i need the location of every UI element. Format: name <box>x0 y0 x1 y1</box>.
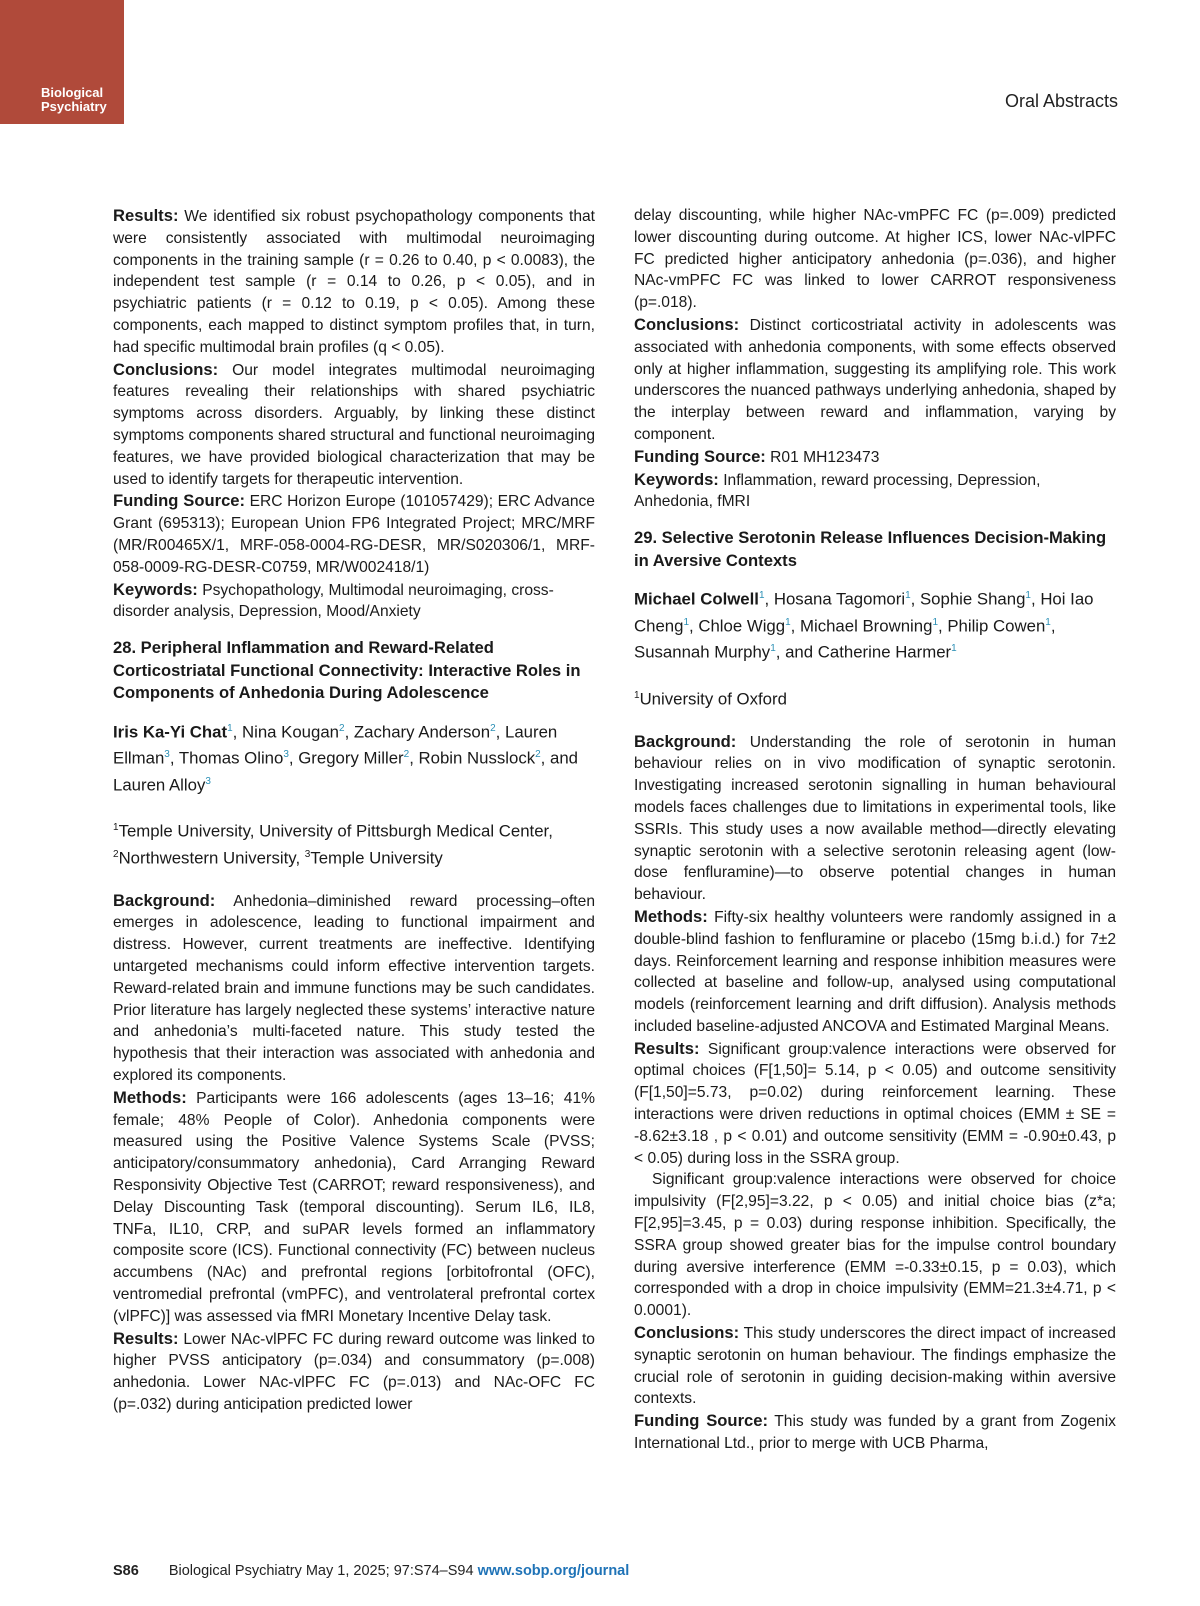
author-name: Catherine Harmer <box>817 642 952 662</box>
author-affiliation-marker: 1 <box>758 590 765 602</box>
affiliation-marker: 2 <box>113 849 119 861</box>
author-name: Susannah Murphy <box>634 642 771 662</box>
affiliation-name: Northwestern University <box>118 848 296 868</box>
affiliation-marker: 1 <box>634 689 640 701</box>
journal-logo <box>0 0 124 124</box>
author-affiliation-marker: 3 <box>164 749 170 761</box>
keywords-paragraph: Keywords: Psychopathology, Multimodal neuroimaging, cross-disorder analysis, Depression, Mood/Anxiety <box>113 579 554 621</box>
abstract-29-background: Background: Understanding the role of serotonin in human behaviour relies on in vivo modification of synaptic serotonin. Investigating increased serotonin signalling in human behavioural models faces challenges due to limitations in experimental tools, like SSRIs. This study uses a now available method—directly elevating synaptic serotonin with a selective serotonin releasing agent (low-dose fenfluramine)—to observe potential changes in human behaviour. <box>634 731 1116 904</box>
affiliation-marker: 3 <box>304 849 311 861</box>
author-affiliation-marker: 2 <box>490 722 496 734</box>
author-affiliation-marker: 1 <box>683 616 690 628</box>
abstract-29-authors: Michael Colwell$^1$, Hosana Tagomori$^1$, Sophie Shang$^1$, Hoi Iao Cheng$^1$, Chloe Wigg$^1$, Michael Browning$^1$, Philip Cowen$^1$, Susannah Murphy$^1$, and Catherine Harmer$^1$ <box>634 589 1094 662</box>
results-paragraph: Results: We identified six robust psychopathology components that were consistently associated with multimodal neuroimaging components in the training sample (r = 0.26 to 0.40, p < 0.0083), the independent test sample (r = 0.14 to 0.26, p < 0.05), and in psychiatric patients (r = 0.12 to 0.19, p < 0.05). Among these components, each mapped to distinct symptom profiles that, in turn, had specific multimodal brain profiles (q < 0.05). <box>113 206 596 356</box>
abstract-29-title: 29. Selective Serotonin Release Influences Decision-Making in Aversive Contexts <box>634 528 1107 570</box>
abstract-28-authors: Iris Ka-Yi Chat$^1$, Nina Kougan$^2$, Zachary Anderson$^2$, Lauren Ellman$^3$, Thomas Olino$^3$, Gregory Miller$^2$, Robin Nusslock$^2$, and Lauren Alloy$^3$ <box>113 722 578 795</box>
author-name: Sophie Shang <box>919 589 1026 609</box>
author-affiliation-marker: 1 <box>932 616 938 628</box>
author-affiliation-marker: 2 <box>535 749 541 761</box>
abstract-29-results-2: Significant group:valence interactions were observed for choice impulsivity (F[2,95]=3.22, p < 0.05) and initial choice bias (z*a; F[2,95]=3.45, p = 0.03) during response inhibition. Specifically, the SSRA group showed greater bias for the impulse control boundary during aversive interference (EMM =-0.33±0.15, p = 0.03), which corresponded with a drop in choice impulsivity (EMM=21.3±4.71, p < 0.0001). <box>634 1171 1116 1320</box>
author-affiliation-marker: 2 <box>339 722 345 734</box>
author-name: Hosana Tagomori <box>773 589 906 609</box>
author-name: Chloe Wigg <box>698 616 786 636</box>
author-name: Philip Cowen <box>947 616 1046 636</box>
footer-citation: Biological Psychiatry May 1, 2025; 97:S74–S94 <box>168 1563 474 1579</box>
author-affiliation-marker: 2 <box>403 749 410 761</box>
abstract-28-conclusions: Conclusions: Distinct corticostriatal activity in adolescents was associated with anhedonia components, with some effects observed only at higher inflammation, suggesting its amplifying role. This work underscores the nuanced pathways underlying anhedonia, shaped by the interplay between reward and inflammation, varying by component. <box>634 314 1116 443</box>
funding-paragraph: Funding Source: ERC Horizon Europe (101057429); ERC Advance Grant (695313); European Union FP6 Integrated Project; MRC/MRF (MR/R00465X/1, MRF-058-0004-RG-DESR, MR/S020306/1, MRF-058-0009-RG-DESR-C0759, MR/W002418/1) <box>113 491 595 576</box>
author-name: Robin Nusslock <box>418 748 536 768</box>
author-name: Michael Browning <box>799 616 933 636</box>
left-column <box>113 205 595 1416</box>
affiliation-name: University of Oxford <box>639 689 787 709</box>
author-affiliation-marker: 3 <box>283 749 289 761</box>
abstract-28-background: Background: Anhedonia–diminished reward processing–often emerges in adolescence, leading to functional impairment and distress. However, current treatments are ineffective. Identifying untargeted mechanisms could inform effective intervention targets. Reward-related brain and immune functions may be such candidates. Prior literature has largely neglected these systems’ interactive nature and anhedonia’s multi-faceted nature. This study tested the hypothesis that their interaction was associated with anhedonia and explored its components. <box>113 890 595 1084</box>
right-column <box>634 205 1116 1455</box>
abstract-29-results: Results: Significant group:valence interactions were observed for optimal choices (F[1,50]= 5.14, p < 0.05) and outcome sensitivity (F[1,50]=5.73, p=0.02) during reinforcement learning. These interactions were driven reductions in optimal choices (EMM ± SE = -8.62±3.18 , p < 0.01) and outcome sensitivity (EMM = -0.90±0.43, p < 0.05) during loss in the SSRA group. <box>634 1038 1116 1167</box>
author-name: Lauren Ellman <box>113 722 558 768</box>
author-affiliation-marker: 1 <box>770 643 776 655</box>
author-name: Nina Kougan <box>241 722 340 742</box>
abstract-28-affiliations: $^1$Temple University, University of Pittsburgh Medical Center, $^2$Northwestern University, $^3$Temple University <box>113 822 553 868</box>
author-name: Michael Colwell <box>634 589 759 609</box>
author-name: Hoi Iao Cheng <box>634 589 1094 636</box>
affiliation-marker: 1 <box>113 822 119 834</box>
section-title: Oral Abstracts <box>1004 91 1118 111</box>
author-affiliation-marker: 1 <box>785 616 791 628</box>
affiliation-name: Temple University, University of Pittsburgh Medical Center <box>118 822 549 842</box>
abstract-28-keywords: Keywords: Inflammation, reward processing, Depression, Anhedonia, fMRI <box>634 469 1041 511</box>
abstract-28-results: Results: Lower NAc-vlPFC FC during reward outcome was linked to higher PVSS anticipatory (p=.034) and consummatory (p=.008) anhedonia. Lower NAc-vlPFC FC (p=.013) and NAc-OFC FC (p=.032) during anticipation predicted lower <box>113 1328 595 1413</box>
author-affiliation-marker: 1 <box>1045 616 1051 628</box>
abstract-28-methods: Methods: Participants were 166 adolescents (ages 13–16; 41% female; 48% People of Color). Anhedonia components were measured using the Positive Valence Systems Scale (PVSS; anticipatory/consummatory anhedonia), Card Arranging Reward Responsivity Objective Test (CARROT; reward responsiveness), and Delay Discounting Task (temporal discounting). Serum IL6, IL8, TNFa, IL10, CRP, and suPAR levels formed an inflammatory composite score (ICS). Functional connectivity (FC) between nucleus accumbens (NAc) and prefrontal regions [orbitofrontal (OFC), ventromedial prefrontal (vmPFC), and ventrolateral prefrontal cortex (vlPFC)] was assessed via fMRI Monetary Incentive Delay task. <box>113 1087 595 1325</box>
affiliation-name: Temple University <box>310 848 443 868</box>
author-affiliation-marker: 1 <box>951 643 957 655</box>
author-name: Lauren Alloy <box>113 775 206 795</box>
author-affiliation-marker: 3 <box>205 775 211 787</box>
page-footer <box>113 1563 629 1579</box>
abstract-28-results-continued: delay discounting, while higher NAc-vmPFC FC (p=.009) predicted lower discounting during outcome. At higher ICS, lower NAc-vlPFC FC predicted higher anticipatory anhedonia (p=.036), and higher NAc-vmPFC FC was linked to lower CARROT responsiveness (p=.018). <box>634 207 1116 312</box>
author-name: Thomas Olino <box>178 748 284 768</box>
journal-logo-line1: Biological <box>41 85 104 100</box>
author-name: Gregory Miller <box>298 748 404 768</box>
abstract-29-funding: Funding Source: This study was funded by a grant from Zogenix International Ltd., prior to merge with UCB Pharma, <box>634 1411 1116 1453</box>
author-name: Zachary Anderson <box>353 722 491 742</box>
author-affiliation-marker: 1 <box>1025 590 1031 602</box>
abstract-28-funding: Funding Source: R01 MH123473 <box>634 446 880 466</box>
journal-logo-line2: Psychiatry <box>41 99 107 114</box>
author-affiliation-marker: 1 <box>905 590 911 602</box>
footer-journal-link[interactable]: www.sobp.org/journal <box>477 1563 630 1579</box>
abstract-29-methods: Methods: Fifty-six healthy volunteers were randomly assigned in a double-blind fashion to fenfluramine or placebo (15mg b.i.d.) for 7±2 days. Reinforcement learning and response inhibition measures were collected at baseline and follow-up, analysed using computational models (reinforcement learning and drift diffusion). Analysis methods included baseline-adjusted ANCOVA and Estimated Marginal Means. <box>634 906 1116 1035</box>
abstract-29-affiliations <box>634 684 1116 711</box>
page-number: S86 <box>113 1563 139 1579</box>
conclusions-paragraph: Conclusions: Our model integrates multimodal neuroimaging features revealing their relationships with shared psychiatric symptoms across disorders. Arguably, by linking these distinct symptoms components shared structural and functional neuroimaging features, we have provided biological characterization that may be used to identify targets for therapeutic intervention. <box>113 359 595 488</box>
author-name: Iris Ka-Yi Chat <box>113 722 228 742</box>
author-affiliation-marker: 1 <box>227 722 233 734</box>
abstract-28-title: 28. Peripheral Inflammation and Reward-Related Corticostriatal Functional Connectivity: Interactive Roles in Components of Anhedonia During Adolescence <box>113 638 581 703</box>
abstract-29-conclusions: Conclusions: This study underscores the direct impact of increased synaptic serotonin on human behaviour. The findings emphasize the crucial role of serotonin in guiding decision-making within aversive contexts. <box>634 1323 1116 1408</box>
